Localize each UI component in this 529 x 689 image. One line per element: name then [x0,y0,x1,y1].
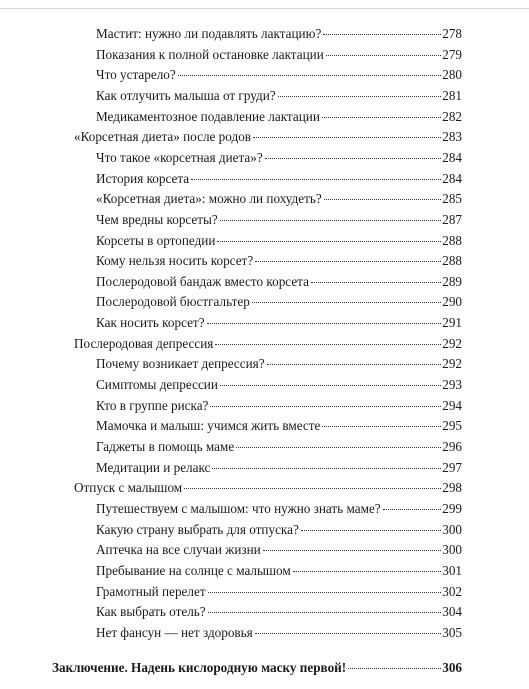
toc-subsection-entry[interactable] [96,561,462,581]
dot-leader [220,385,441,386]
toc-entry-title: Грамотный перелет [96,583,206,599]
dot-leader [210,406,441,407]
toc-page-number: 283 [442,129,462,145]
toc-page-number: 284 [442,149,462,165]
toc-entry-title: Путешествуем с малышом: что нужно знать маме? [96,500,381,516]
dot-leader [293,571,442,572]
dot-leader [253,137,441,138]
toc-entry-title: Чем вредны корсеты? [96,211,218,227]
dot-leader [348,668,441,669]
toc-page-number: 293 [442,377,462,393]
toc-entry-title: Гаджеты в помощь маме [96,439,235,454]
dot-leader [215,344,441,345]
toc-page-number: 278 [442,26,462,41]
dot-leader [184,488,441,489]
toc-subsection-entry[interactable] [96,582,462,602]
toc-subsection-entry[interactable] [96,148,462,168]
dot-leader [326,55,441,56]
toc-page-number: 282 [442,108,462,124]
dot-leader [322,426,441,427]
dot-leader [208,612,442,613]
dot-leader [322,117,441,118]
toc-page-number: 281 [442,87,462,103]
toc-entry-title: Нет фансун — нет здоровья [96,624,253,640]
toc-page-number: 295 [442,418,462,434]
toc-page-number: 289 [442,273,462,289]
toc-subsection-entry[interactable] [96,520,462,540]
toc-subsection-entry[interactable] [96,231,462,251]
toc-subsection-entry[interactable] [96,272,462,292]
toc-entry-title: Заключение. Надень кислородную маску первой! [52,659,347,675]
toc-page-number: 291 [442,315,462,331]
toc-subsection-entry[interactable] [96,416,462,436]
toc-subsection-entry[interactable] [96,24,462,44]
dot-leader [324,199,441,200]
dot-leader [207,323,442,324]
dot-leader [252,302,441,303]
toc-entry-title: Послеродовой бандаж вместо корсета [96,273,309,289]
toc-page-number: 302 [442,583,462,599]
toc-entry-title: Послеродовая депрессия [74,335,214,351]
toc-entry-title: Медикаментозное подавление лактации [96,108,320,124]
toc-subsection-entry[interactable] [96,354,462,374]
toc-section-entry[interactable] [74,127,462,147]
toc-page-number: 304 [442,604,462,620]
toc-subsection-entry[interactable] [96,251,462,271]
dot-leader [178,75,441,76]
toc-subsection-entry[interactable] [96,540,462,560]
toc-entry-title: Симптомы депрессии [96,377,218,393]
dot-leader [383,509,442,510]
toc-subsection-entry[interactable] [96,189,462,209]
dot-leader [191,179,441,180]
dot-leader [236,447,441,448]
toc-subsection-entry[interactable] [96,65,462,85]
toc-entry-title: Что устарело? [96,67,176,83]
toc-page-number: 306 [442,659,462,675]
toc-entry-title: Медитации и релакс [96,459,211,475]
toc-subsection-entry[interactable] [96,458,462,478]
toc-entry-title: Почему возникает депрессия? [96,356,265,372]
toc-entry-title: Кто в группе риска? [96,397,209,413]
toc-section-entry[interactable] [74,478,462,498]
toc-page-number: 305 [442,624,462,640]
dot-leader [255,261,441,262]
toc-subsection-entry[interactable] [96,169,462,189]
toc-entry-title: «Корсетная диета» после родов [74,129,252,145]
dot-leader [220,220,441,221]
toc-entry-title: История корсета [96,170,190,186]
toc-entry-title: Пребывание на солнце с малышом [96,562,291,578]
toc-entry-title: Мамочка и малыш: учимся жить вместе [96,418,321,434]
toc-page-number: 280 [442,67,462,83]
dot-leader [263,550,441,551]
toc-entry-title: Показания к полной остановке лактации [96,46,324,62]
dot-leader [265,158,441,159]
toc-subsection-entry[interactable] [96,45,462,65]
toc-page-number: 301 [442,562,462,578]
toc-page-number: 296 [442,439,462,454]
toc-entry-title: Что такое «корсетная диета»? [96,149,263,165]
toc-entry-title: Кому нельзя носить корсет? [96,253,254,269]
toc-page-number: 294 [442,397,462,413]
toc-page-number: 287 [442,211,462,227]
toc-conclusion-entry[interactable] [52,658,462,678]
toc-subsection-entry[interactable] [96,396,462,416]
toc-subsection-entry[interactable] [96,602,462,622]
toc-page-number: 300 [442,521,462,537]
dot-leader [301,530,441,531]
toc-entry-title: Как выбрать отель? [96,604,206,620]
toc-subsection-entry[interactable] [96,375,462,395]
toc-page-number: 292 [442,356,462,372]
toc-page-number: 298 [442,480,462,496]
toc-subsection-entry[interactable] [96,86,462,106]
toc-subsection-entry[interactable] [96,292,462,312]
toc-subsection-entry[interactable] [96,210,462,230]
toc-entry-title: Какую страну выбрать для отпуска? [96,521,299,537]
dot-leader [212,468,441,469]
dot-leader [311,282,441,283]
toc-subsection-entry[interactable] [96,313,462,333]
toc-page-number: 279 [442,46,462,62]
dot-leader [267,364,442,365]
toc-page-number: 290 [442,294,462,310]
top-divider [0,8,529,9]
dot-leader [278,96,442,97]
toc-page-number: 288 [442,232,462,248]
toc-page-number: 300 [442,542,462,558]
toc-entry-title: Мастит: нужно ли подавлять лактацию? [96,26,322,41]
toc-page-number: 297 [442,459,462,475]
toc-entry-title: Аптечка на все случаи жизни [96,542,261,558]
toc-entry-title: Как носить корсет? [96,315,205,331]
toc-page-number: 284 [442,170,462,186]
toc-entry-title: Отпуск с малышом [74,480,183,496]
dot-leader [217,241,441,242]
toc-subsection-entry[interactable] [96,107,462,127]
toc-entry-title: Корсеты в ортопедии [96,232,216,248]
toc-subsection-entry[interactable] [96,437,462,457]
toc-subsection-entry[interactable] [96,499,462,519]
dot-leader [255,633,441,634]
dot-leader [323,34,441,35]
toc-page-number: 299 [442,500,462,516]
toc-subsection-entry[interactable] [96,623,462,643]
toc-page-number: 292 [442,335,462,351]
toc-page-number: 285 [442,191,462,207]
toc-page-number: 288 [442,253,462,269]
dot-leader [208,592,442,593]
toc-section-entry[interactable] [74,334,462,354]
toc-entry-title: Послеродовой бюстгальтер [96,294,250,310]
toc-entry-title: Как отлучить малыша от груди? [96,87,276,103]
toc-entry-title: «Корсетная диета»: можно ли похудеть? [96,191,322,207]
